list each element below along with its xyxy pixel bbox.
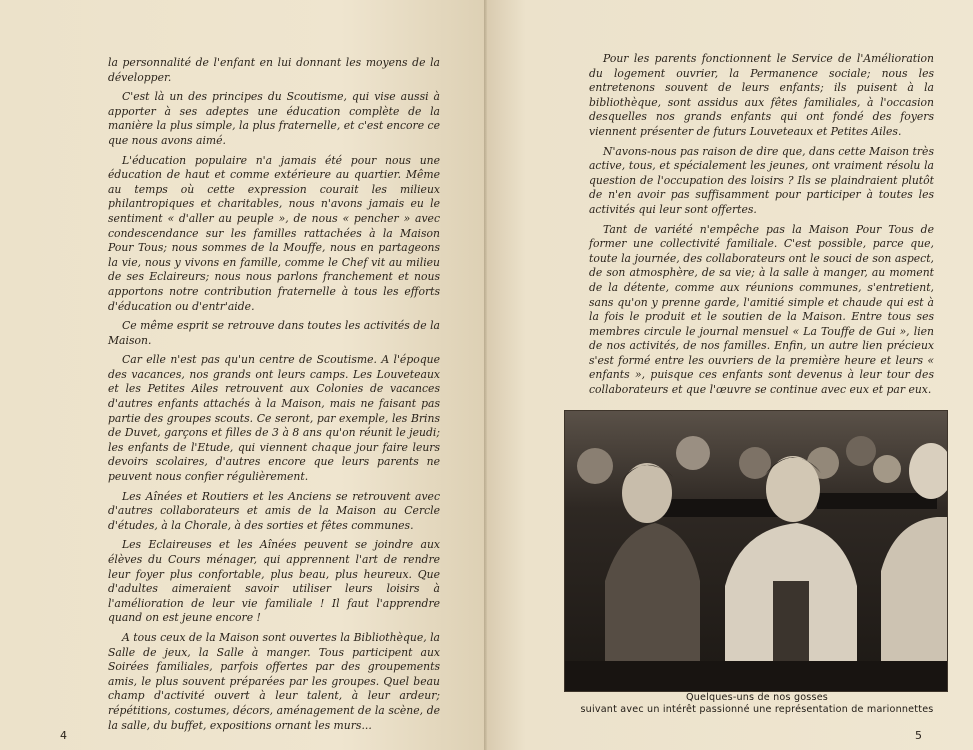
paragraph: A tous ceux de la Maison sont ouvertes la Bibliothèque, la Salle de jeux, la Salle à manger. Tous participent aux Soirées familiales, parfois offertes par des groupements amis, le plus souvent préparées par les groupes. Quel beau champ d'activité ouvert à leur talent, à leur ardeur; répétitions, costumes, décors, aménagement de la scène, de la salle, du buffet, expositions ornant les murs... xyxy=(108,630,440,732)
page-number-right: 5 xyxy=(915,729,922,742)
photo-illustration xyxy=(565,411,947,691)
paragraph: Tant de variété n'empêche pas la Maison Pour Tous de former une collectivité familiale. C'est possible, parce que, toute la journée, des collaborateurs ont le souci de son aspect, de son atmosphère, de sa vie; à la salle à manger, au moment de la détente, comme aux réunions communes, s'entretient, sans qu'on y prenne garde, l'amitié simple et chaude qui est à la fois le produit et le soutien de la Maison. Entre tous ses membres circule le journal mensuel « La Touffe de Gui », lien de nos activités, de nos familles. Enfin, un autre lien précieux s'est formé entre les ouvriers de la première heure et leurs « enfants », puisque ces enfants sont devenus à leur tour des collaborateurs et que l'œuvre se continue avec eux et par eux. xyxy=(589,222,934,397)
paragraph: L'éducation populaire n'a jamais été pour nous une éducation de haut et comme extérieure au quartier. Même au temps où cette expression courait les milieux philantropiques et charitables, nous n'avons jamais eu le sentiment « d'aller au peuple », de nous « pencher » avec condescendance sur les familles rattachées à la Maison Pour Tous; nous sommes de la Mouffe, nous en partageons la vie, nous y vivons en famille, comme le Chef vit au milieu de ses Eclaireurs; nous nous parlons franchement et nous apportons notre contribution fraternelle à tous les efforts d'éducation ou d'entr'aide. xyxy=(108,153,440,313)
caption-line-1: Quelques-uns de nos gosses xyxy=(685,692,829,703)
paragraph: C'est là un des principes du Scoutisme, qui vise aussi à apporter à ses adeptes une éducation complète de la manière la plus simple, la plus fraternelle, et c'est encore ce que nous avons aimé. xyxy=(108,90,440,147)
paragraph: la personnalité de l'enfant en lui donnant les moyens de la développer. xyxy=(108,56,440,84)
right-text-column xyxy=(589,52,934,403)
paragraph: N'avons-nous pas raison de dire que, dans cette Maison très active, tous, et spécialement les jeunes, ont vraiment résolu la question de l'occupation des loisirs ? Ils se plaindraient plutôt de n'en avoir pas suffisamment pour participer à toutes les activités qui leur sont offertes. xyxy=(589,144,934,216)
paragraph: Les Eclaireuses et les Aînées peuvent se joindre aux élèves du Cours ménager, qui apprennent l'art de rendre leur foyer plus confortable, plus beau, plus heureux. Que d'adultes aimeraient savoir utiliser leurs loisirs à l'amélioration de leur vie familiale ! Il faut l'apprendre quand on est jeune encore ! xyxy=(108,538,440,625)
paragraph: Car elle n'est pas qu'un centre de Scoutisme. A l'époque des vacances, nos grands ont leurs camps. Les Louveteaux et les Petites Ailes retrouvent aux Colonies de vacances d'autres enfants attachés à la Maison, mais ne faisant pas partie des groupes scouts. Ce seront, par exemple, les Brins de Duvet, garçons et filles de 3 à 8 ans qu'on réunit le jeudi; les enfants de l'Etude, qui viennent chaque jour faire leurs devoirs scolaires, d'autres encore que leurs parents ne peuvent nous confier régulièrement. xyxy=(108,353,440,484)
photo-caption xyxy=(547,692,967,716)
page-number-left: 4 xyxy=(60,729,67,742)
paragraph: Pour les parents fonctionnent le Service de l'Amélioration du logement ouvrier, la Permanence sociale; nous les entretenons souvent de leurs enfants; ils puisent à la bibliothèque, sont assidus aux fêtes familiales, à l'occasion desquelles nos grands enfants qui ont fondé des foyers viennent présenter de futurs Louveteaux et Petites Ailes. xyxy=(589,52,934,138)
paragraph: Les Aînées et Routiers et les Anciens se retrouvent avec d'autres collaborateurs et amis de la Maison au Cercle d'études, à la Chorale, à des sorties et fêtes communes. xyxy=(108,489,440,532)
paragraph: Ce même esprit se retrouve dans toutes les activités de la Maison. xyxy=(108,319,440,347)
caption-line-2: suivant avec un intérêt passionné une représentation de marionnettes xyxy=(580,704,934,715)
children-photograph xyxy=(564,410,948,692)
right-page xyxy=(487,0,973,750)
left-text-column xyxy=(108,56,440,738)
